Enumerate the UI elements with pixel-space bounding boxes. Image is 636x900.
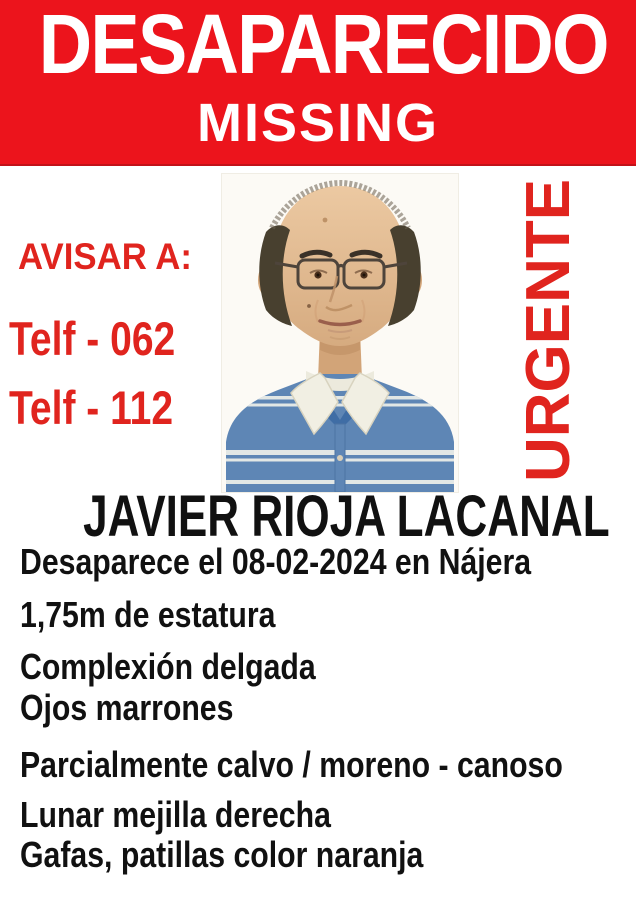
poster-title-text: DESAPARECIDO [38, 0, 608, 91]
poster-title [0, 0, 636, 91]
detail-hair: Parcialmente calvo / moreno - canoso [20, 744, 563, 785]
missing-person-photo [222, 174, 458, 492]
person-name: JAVIER RIOJA LACANAL [83, 484, 610, 549]
detail-disappearance-date: Desaparece el 08-02-2024 en Nájera [20, 541, 532, 582]
portrait-illustration [222, 174, 458, 492]
phone-number-062: Telf - 062 [9, 312, 176, 365]
detail-height: 1,75m de estatura [20, 594, 276, 635]
detail-build: Complexión delgada [20, 646, 316, 687]
notify-label: AVISAR A: [18, 236, 192, 277]
detail-mole: Lunar mejilla derecha [20, 794, 331, 835]
alert-banner [0, 0, 636, 166]
poster-subtitle: MISSING [196, 93, 440, 153]
detail-eyes: Ojos marrones [20, 687, 234, 728]
detail-glasses: Gafas, patillas color naranja [20, 834, 424, 875]
urgent-label: URGENTE [514, 178, 583, 482]
phone-number-112: Telf - 112 [9, 381, 174, 434]
